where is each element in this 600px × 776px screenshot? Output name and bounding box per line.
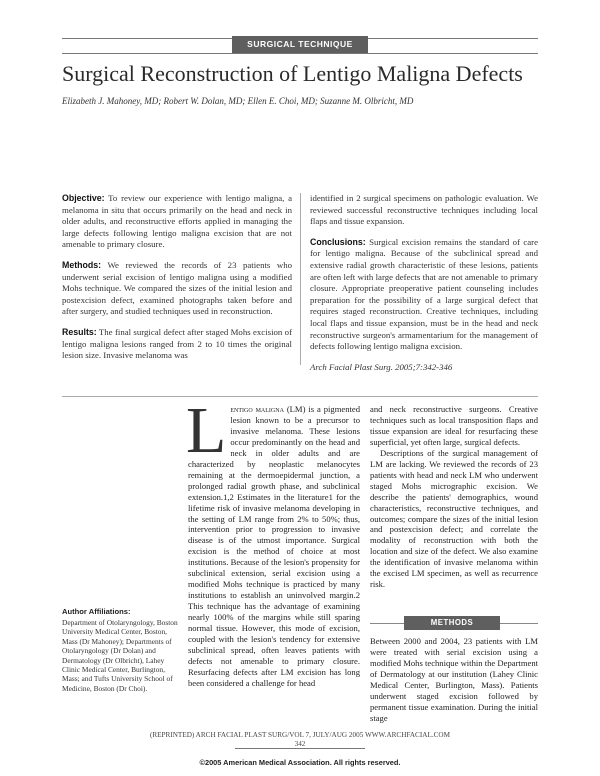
methods-label: Methods:	[62, 259, 102, 270]
copyright-notice: ©2005 American Medical Association. All rights reserved.	[199, 758, 401, 767]
body-paragraph-2: Descriptions of the surgical management of LM are lacking. We reviewed the records of 23 patients with head and neck LM who underwent staged Mohs micrographic excision. We describe the patients' demographics, wound characteristics, reconstructive techniques, and outcomes; compare the sizes of the initial lesion and postexcision defect; and correlate the modality of reconstruction with both the location and size of the defect. We also examine the identification of invasive melanoma within the excised LM specimen, as well as recurrence risk.	[370, 447, 538, 590]
results-label: Results:	[62, 326, 97, 337]
affiliations-text: Department of Otolaryngology, Boston University Medical Center, Boston, Mass (Dr Mahoney); Departments of Otolaryngology (Dr Dolan) and Dermatology (Dr Olbricht), Lahey Clinic Medical Center, Burlington, Mass; and Tufts University School of Medicine, Boston (Dr Choi).	[62, 618, 178, 693]
body-paragraph-1: and neck reconstructive surgeons. Creative techniques such as local transposition flaps and tissue expansion are ideal for resurfacing these superficial, yet often large, surgical defects.	[370, 404, 538, 447]
author-list: Elizabeth J. Mahoney, MD; Robert W. Dolan, MD; Ellen E. Choi, MD; Suzanne M. Olbricht, MD	[62, 96, 414, 106]
article-title: Surgical Reconstruction of Lentigo Maligna Defects	[62, 61, 523, 86]
intro-text: (LM) is a pigmented lesion known to be a precursor to invasive melanoma. These lesions occur predominantly on the head and neck in older adults and are characterized by neoplastic melanocytes remaining at the dermoepidermal junction, a prolonged radial growth phase, and subclinical extension.1,2 Estimates in the literature1 for the lifetime risk of invasive melanoma developing in the setting of LM range from 2% to 50%; thus, intervention prior to progression to invasive disease is of the utmost importance. Surgical excision is the method of choice at most institutions. Because of the lesion's propensity for subclinical extension, serial excision using a modified Mohs technique is practiced by many institutions to establish an uninvolved margin.2 This technique has the advantage of examining nearly 100% of the margins while still sparing normal tissue. However, this mode of excision, coupled with the lesion's tendency for extensive subclinical spread, often leaves patients with defects not amenable to primary closure. Resurfacing defects after LM excision has long been considered a challenge for head	[188, 404, 360, 688]
affiliations-heading: Author Affiliations:	[62, 607, 131, 616]
abstract-results	[62, 327, 292, 362]
methods-section	[370, 636, 538, 724]
abstract-objective	[62, 193, 292, 251]
journal-citation: Arch Facial Plast Surg. 2005;7:342-346	[310, 361, 453, 372]
footer-citation: (REPRINTED) ARCH FACIAL PLAST SURG/VOL 7, JULY/AUG 2005 WWW.ARCHFACIAL.COM	[149, 731, 451, 739]
lead-in: entigo maligna	[230, 404, 284, 414]
abstract-right-column	[310, 193, 538, 382]
body-column-2	[370, 404, 538, 590]
body-column-1	[186, 394, 360, 689]
abstract-conclusions	[310, 237, 538, 353]
section-label: SURGICAL TECHNIQUE	[232, 36, 368, 53]
abstract-methods	[62, 260, 292, 318]
footer-rule	[235, 748, 365, 749]
column-divider	[300, 193, 301, 365]
abstract-results-continued: identified in 2 surgical specimens on pathologic evaluation. We reviewed successful reconstructive techniques including local flaps and tissue expansion.	[310, 193, 538, 227]
conclusions-label: Conclusions:	[310, 236, 366, 247]
abstract-bottom-rule	[62, 396, 538, 397]
results-text: The final surgical defect after staged Mohs excision of lentigo maligna lesions ranged from 2 to 10 times the original lesion size. Invasive melanoma was	[62, 326, 292, 361]
methods-heading: METHODS	[404, 616, 500, 630]
objective-text: To review our experience with lentigo maligna, a melanoma in situ that occurs primarily on the head and neck in older adults, and reconstructive efforts applied in managing the large defects following lentigo maligna excision that are not amenable to primary closure.	[62, 193, 292, 250]
conclusions-text: Surgical excision remains the standard of care for lentigo maligna. Because of the subclinical spread and extensive radial growth characteristic of these lesions, patients are often left with large defects that are not amenable to primary closure. Appropriate preoperative patient counseling includes preparation for the possibility of a large surgical defect that requires staged reconstruction. Creative techniques, including local flaps and tissue expansion, must be in the head and neck reconstructive surgeon's armamentarium for the management of defects following lentigo maligna excision.	[310, 236, 538, 352]
intro-paragraph	[186, 394, 360, 689]
page-number: 342	[294, 740, 306, 748]
methods-text: We reviewed the records of 23 patients who underwent serial excision of lentigo maligna using a modified Mohs technique. We compared the sizes of the initial lesion and postexcision defect, examined photographs taken before and after surgery, and studied techniques used in reconstruction.	[62, 259, 292, 317]
methods-paragraph: Between 2000 and 2004, 23 patients with LM were treated with serial excision using a modified Mohs technique within the Department of Dermatology at our institution (Lahey Clinic Medical Center, Burlington, Mass). Patients underwent staged excision followed by permanent tissue examination. During the initial stage	[370, 636, 538, 723]
abstract-left-column	[62, 193, 292, 371]
drop-cap: L	[186, 394, 227, 467]
objective-label: Objective:	[62, 193, 105, 203]
